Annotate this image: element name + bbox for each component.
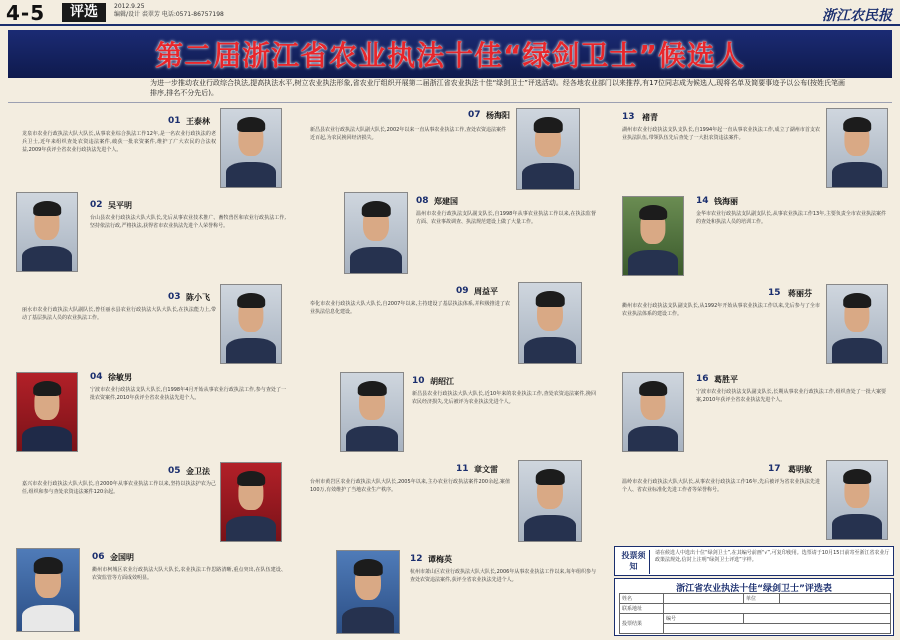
candidate-card bbox=[8, 108, 300, 188]
candidate-photo bbox=[826, 284, 888, 364]
candidate-bio: 奉化市农业行政执法大队大队长,自2007年以来,主持建设了基层执法体系,并积极推进了农业执法信息化建设。 bbox=[310, 301, 510, 315]
candidate-photo bbox=[516, 108, 580, 190]
candidate-bio: 温州市农业行政执法支队副支队长,自1998年从事农业执法工作以来,在执法监督方面、农业事故调查、执法规范建设上做了大量工作。 bbox=[416, 211, 596, 225]
candidate-bio: 杭州市萧山区农业行政执法大队大队长,2006年从事农业执法工作以来,每年组织参与查处农资违法案件,获评全省农业执法先进个人。 bbox=[410, 569, 596, 583]
page-meta bbox=[114, 3, 224, 19]
candidate-number: 12 bbox=[410, 554, 423, 564]
candidate-bio: 湖州市农业行政执法支队支队长,自1994年起一直从事农业执法工作,成立了湖州市首支农业执法队伍,带领队伍先后查处了一大批农资违法案件。 bbox=[622, 127, 820, 141]
candidate-number: 14 bbox=[696, 196, 709, 206]
candidate-name: 葛明敏 bbox=[788, 465, 812, 474]
candidate-bio: 台山县农业行政执法大队大队长,先后从事农业技术推广、畜牧兽医和农业行政执法工作,坚持依法行政,严格执法,获得省市农业执法先进个人荣誉称号。 bbox=[90, 215, 286, 229]
ballot-row-label: 编号 bbox=[664, 614, 744, 624]
candidate-name: 徐敏男 bbox=[108, 373, 132, 382]
candidate-number: 08 bbox=[416, 196, 429, 206]
page-number: 4-5 bbox=[6, 1, 46, 25]
candidate-name: 金国明 bbox=[110, 553, 134, 562]
section-divider bbox=[8, 102, 892, 103]
candidate-bio: 新昌县农业行政执法大队大队长,近10年来的农业执法工作,查处农资违法案件,挽回农民经济损失,先后被评为农业执法先进个人。 bbox=[412, 391, 596, 405]
candidate-photo bbox=[340, 372, 404, 452]
ballot-row-label: 姓名 bbox=[620, 594, 664, 604]
ballot-table bbox=[619, 593, 891, 634]
candidate-photo bbox=[220, 284, 282, 364]
candidate-photo bbox=[16, 548, 80, 632]
candidate-photo bbox=[16, 372, 78, 452]
headline-title: 第二届浙江省农业执法十佳“绿剑卫士”候选人 bbox=[155, 39, 745, 72]
candidate-bio: 衢州市农业行政执法支队副支队长,从1992年开始从事农业执法工作以来,先后参与了全市农业执法体系的建设工作。 bbox=[622, 303, 820, 317]
ballot-title: 浙江省农业执法十佳“绿剑卫士”评选表 bbox=[676, 584, 832, 594]
candidate-card bbox=[306, 108, 606, 188]
candidate-card bbox=[306, 460, 606, 544]
editor-line: 编辑/设计 裘翠芳 电话:0571-86757198 bbox=[114, 11, 224, 18]
ballot-address-field[interactable] bbox=[664, 604, 891, 614]
ballot-row-label: 投票结果 bbox=[620, 614, 664, 634]
issue-date: 2012.9.25 bbox=[114, 3, 145, 10]
candidate-photo bbox=[622, 196, 684, 276]
candidate-card bbox=[612, 284, 894, 368]
candidate-photo bbox=[622, 372, 684, 452]
candidate-name: 陈小飞 bbox=[186, 293, 210, 302]
candidate-card bbox=[8, 548, 300, 636]
candidate-card bbox=[306, 282, 606, 366]
candidate-number: 05 bbox=[168, 466, 181, 476]
candidate-name: 褚青 bbox=[642, 113, 658, 122]
candidate-bio: 金华市农业行政执法支队副支队长,从事农业执法工作13年,主要负责全市农业执法案件的查处和执法人员的培训工作。 bbox=[696, 211, 886, 225]
candidate-card bbox=[306, 550, 606, 636]
candidate-name: 蒋丽芬 bbox=[788, 289, 812, 298]
voting-notice-label: 投票须知 bbox=[618, 550, 650, 574]
candidate-card bbox=[8, 192, 300, 272]
candidate-card bbox=[612, 372, 894, 456]
headline-banner bbox=[8, 30, 892, 78]
newspaper-masthead: 浙江农民报 bbox=[822, 8, 892, 24]
candidate-card bbox=[306, 372, 606, 454]
candidate-photo bbox=[344, 192, 408, 274]
candidate-name: 金卫法 bbox=[186, 467, 210, 476]
candidate-number: 17 bbox=[768, 464, 781, 474]
candidate-photo bbox=[220, 462, 282, 542]
candidate-card bbox=[8, 462, 300, 542]
candidate-name: 周益平 bbox=[474, 287, 498, 296]
candidate-number: 02 bbox=[90, 200, 103, 210]
candidate-number: 13 bbox=[622, 112, 635, 122]
candidate-bio: 温岭市农业行政执法大队大队长,从事农业行政执法工作16年,先后被评为省农业执法先进个人、省农业标准化先进工作者等荣誉称号。 bbox=[622, 479, 820, 493]
column-tag: 评选 bbox=[62, 3, 106, 22]
candidate-number: 10 bbox=[412, 376, 425, 386]
candidate-number: 06 bbox=[92, 552, 105, 562]
candidate-name: 吴平明 bbox=[108, 201, 132, 210]
candidate-bio: 衢州市柯城区农业行政执法大队大队长,农业执法工作思路清晰,重点突出,在队伍建设、农资监管等方面成效明显。 bbox=[92, 567, 286, 581]
candidate-bio: 丽水市农业行政执法大队副队长,曾任丽水县农业行政执法大队大队长,在执法能力上,带动了基层执法人员的农业执法工作。 bbox=[22, 307, 216, 321]
page-header bbox=[0, 0, 900, 26]
candidate-name: 郑建国 bbox=[434, 197, 458, 206]
candidate-card bbox=[612, 460, 894, 544]
candidate-bio: 台州市黄岩区农业行政执法大队大队长,2005年以来,主办农业行政执法案件200余起,案值100万,有效维护了当地农业生产秩序。 bbox=[310, 479, 510, 493]
candidate-number: 01 bbox=[168, 116, 181, 126]
ballot-vote-field[interactable] bbox=[664, 624, 891, 634]
candidate-bio: 嘉兴市农业行政执法大队大队长,自2000年从事农业执法工作以来,坚持以执法护农为己任,组织和参与查处农资违法案件120余起。 bbox=[22, 481, 216, 495]
candidate-photo bbox=[220, 108, 282, 188]
candidate-number: 16 bbox=[696, 374, 709, 384]
candidate-name: 王泰林 bbox=[186, 117, 210, 126]
candidate-card bbox=[612, 108, 894, 190]
candidate-number: 09 bbox=[456, 286, 469, 296]
candidate-photo bbox=[16, 192, 78, 272]
ballot-form bbox=[614, 578, 894, 636]
candidate-name: 谭梅英 bbox=[428, 555, 452, 564]
candidate-photo bbox=[518, 282, 582, 364]
candidate-number: 04 bbox=[90, 372, 103, 382]
candidate-photo bbox=[336, 550, 400, 634]
candidate-bio: 龙泉市农业行政执法大队大队长,从事农业综合执法工作12年,是一名农业行政执法的老兵卫士,近年来组织查处农资违法案件,破获一批农资案件,维护了广大农民的合法权益,2009年获评全省农业行政执法先进个人。 bbox=[22, 131, 216, 153]
candidate-card bbox=[8, 284, 300, 364]
ballot-name-field[interactable] bbox=[664, 594, 744, 604]
candidate-number: 15 bbox=[768, 288, 781, 298]
candidate-number: 11 bbox=[456, 464, 469, 474]
candidate-card bbox=[306, 192, 606, 276]
intro-paragraph: 为进一步推动农业行政综合执法,提高执法水平,树立农业执法形象,省农业厅组织开展第二届浙江省农业执法十佳“绿剑卫士”评选活动。经各地农业部门以来推荐,有17位同志成为候选人,现将名单及简要事迹予以公布(按姓氏笔画排序,排名不分先后)。 bbox=[150, 79, 846, 97]
candidate-photo bbox=[826, 460, 888, 540]
voting-notice bbox=[614, 546, 894, 576]
candidate-number: 03 bbox=[168, 292, 181, 302]
candidate-bio: 宁波市农业行政执法支队副支队长,长期从事农业行政执法工作,组织查处了一批大案要案,2010年获评全省农业执法先进个人。 bbox=[696, 389, 886, 403]
candidate-bio: 新昌县农业行政执法大队副大队长,2002年以来一直从事农业执法工作,查处农资违法案件近百起,为农民挽回经济损失。 bbox=[310, 127, 506, 141]
candidate-card bbox=[612, 194, 894, 278]
candidate-number: 07 bbox=[468, 110, 481, 120]
candidate-bio: 宁波市农业行政执法支队大队长,自1998年4月开始从事农业行政执法工作,参与查处了一批农资案件,2010年获评全省农业执法先进个人。 bbox=[90, 387, 286, 401]
voting-notice-text: 请在候选人中选出十位“绿剑卫士”,在其编号前画“√”,可复印使用。选票请于10月15日前寄至浙江省农业厅政策法规处,信封上注明“绿剑卫士评选”字样。 bbox=[655, 550, 890, 563]
candidate-name: 章文雷 bbox=[474, 465, 498, 474]
candidate-name: 杨海阳 bbox=[486, 111, 510, 120]
ballot-unit-field[interactable] bbox=[780, 594, 891, 604]
ballot-row-label: 单位 bbox=[744, 594, 780, 604]
candidate-card bbox=[8, 368, 300, 454]
ballot-row-label: 联系地址 bbox=[620, 604, 664, 614]
candidate-name: 胡绍江 bbox=[430, 377, 454, 386]
candidate-photo bbox=[518, 460, 582, 542]
ballot-vote-field[interactable] bbox=[744, 614, 891, 624]
candidate-photo bbox=[826, 108, 888, 188]
candidate-name: 葛胜平 bbox=[714, 375, 738, 384]
candidate-name: 钱海丽 bbox=[714, 197, 738, 206]
